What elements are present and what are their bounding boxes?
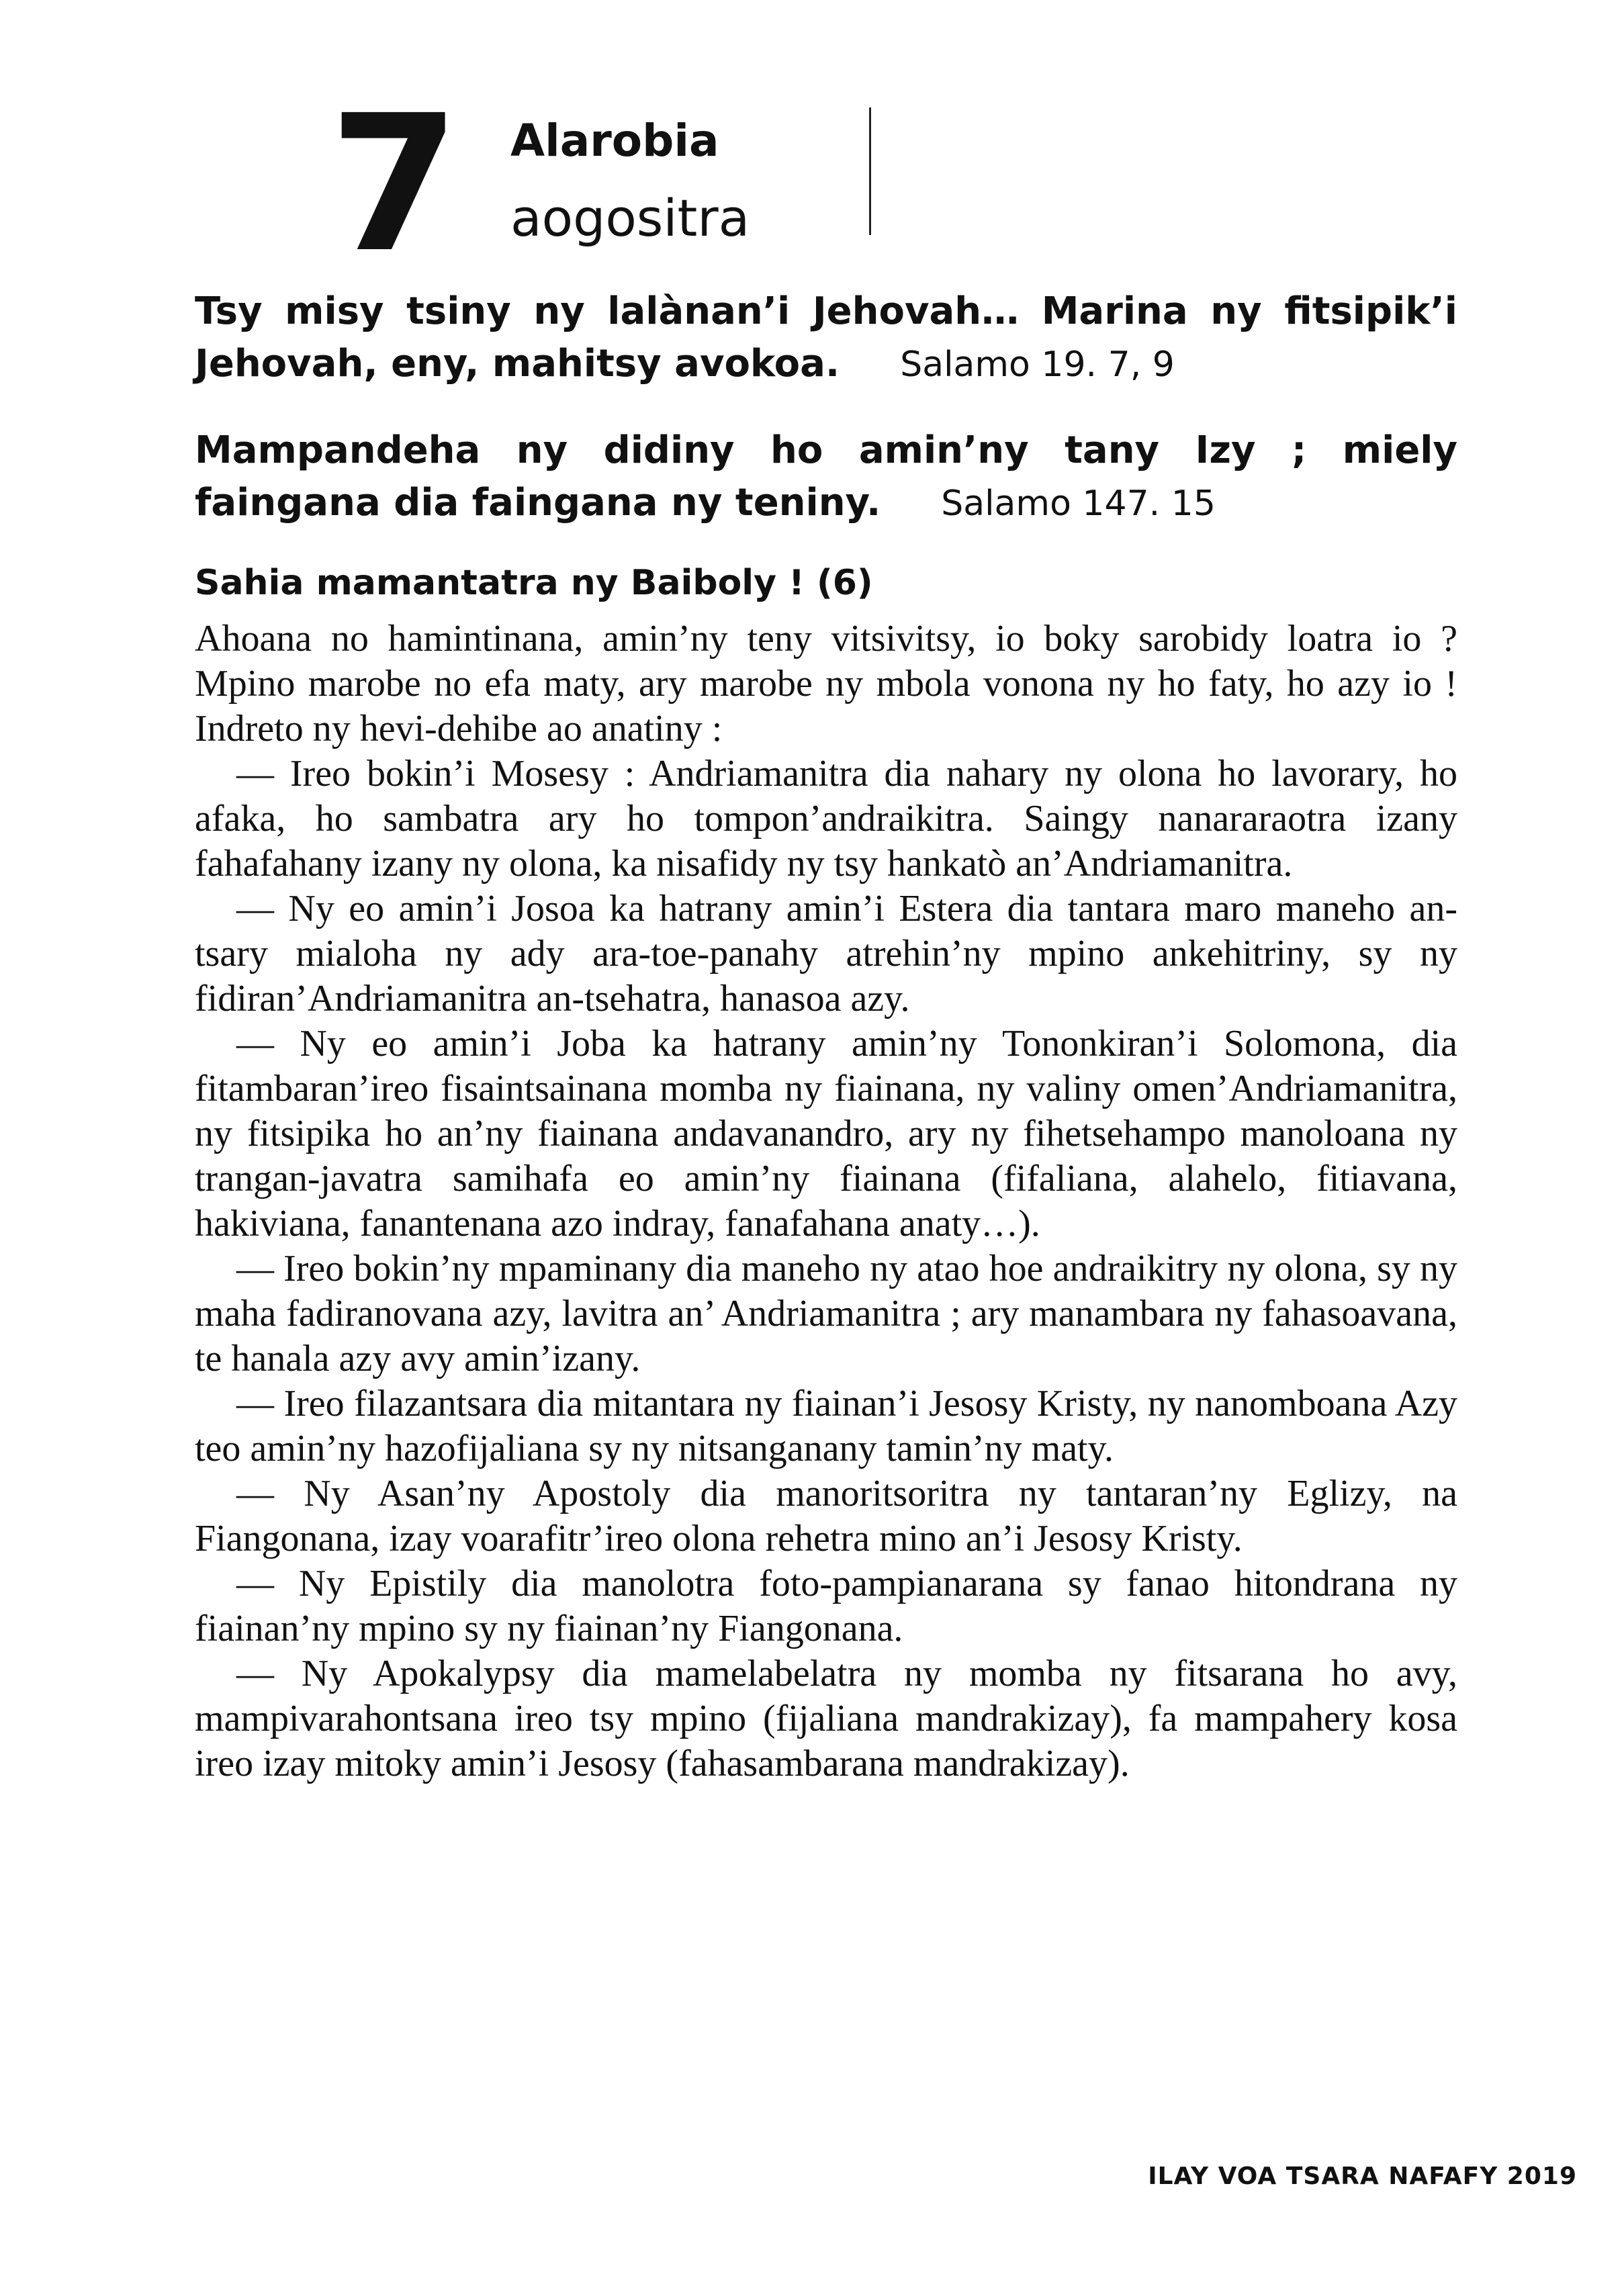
daily-verses (195, 285, 1457, 563)
intro-paragraph: Ahoana no hamintinana, amin’ny teny vitsivitsy, io boky sarobidy loatra io ? Mpino marobe no efa maty, ary marobe ny mbola vonona ny ho faty, ho azy io ! Indreto ny hevi-dehibe ao anatiny : (195, 618, 1457, 749)
list-item: — Ireo filazantsara dia mitantara ny fiainan’i Jesosy Kristy, ny nanomboana Azy teo amin’ny hazofijaliana sy ny nitsanganany tamin’ny maty. (195, 1383, 1457, 1469)
list-item: — Ny eo amin’i Josoa ka hatrany amin’i Estera dia tantara maro maneho an-tsary mialoha ny ady ara-toe-panahy atrehin’ny mpino ankehitriny, sy ny fidiran’Andriamanitra an-tsehatra, hanasoa azy. (195, 888, 1457, 1019)
list-item: — Ireo bokin’i Mosesy : Andriamanitra dia nahary ny olona ho lavorary, ho afaka, ho sambatra ary ho tompon’andraikitra. Saingy nanararaotra izany fahafahany izany ny olona, ka nisafidy ny tsy hankatò an’Andriamanitra. (195, 753, 1457, 884)
list-item: — Ny Epistily dia manolotra foto-pampianarana sy fanao hitondrana ny fiainan’ny mpino sy ny fiainan’ny Fiangonana. (195, 1563, 1457, 1649)
month: aogositra (510, 188, 750, 248)
verse (195, 285, 1457, 391)
list-item: — Ireo bokin’ny mpaminany dia maneho ny atao hoe andraikitry ny olona, sy ny maha fadiranovana azy, lavitra an’ Andriamanitra ; ary manambara ny fahasoavana, te hanala azy avy amin’izany. (195, 1248, 1457, 1379)
list-item: — Ny Apokalypsy dia mamelabelatra ny momba ny fitsarana ho avy, mampivarahontsana ireo tsy mpino (fijaliana mandrakizay), fa mampahery kosa ireo izay mitoky amin’i Jesosy (fahasambarana mandrakizay). (195, 1653, 1457, 1784)
day-number: 7 (329, 75, 453, 294)
verse-text: Tsy misy tsiny ny lalànan’i Jehovah… Marina ny fitsipik’i Jehovah, eny, mahitsy avokoa. (195, 289, 1457, 385)
verse-reference: Salamo 19. 7, 9 (900, 345, 1175, 385)
verse (195, 424, 1457, 530)
weekday: Alarobia (510, 115, 719, 167)
list-item: — Ny Asan’ny Apostoly dia manoritsoritra ny tantaran’ny Eglizy, na Fiangonana, izay voarafitr’ireo olona rehetra mino an’i Jesosy Kristy. (195, 1473, 1457, 1559)
date-divider (869, 107, 871, 235)
verse-text: Mampandeha ny didiny ho amin’ny tany Izy ; miely faingana dia faingana ny teniny. (195, 428, 1457, 525)
date-header (329, 75, 880, 294)
verse-reference: Salamo 147. 15 (941, 484, 1216, 524)
article-body (195, 617, 1457, 1786)
footer-publication: ILAY VOA TSARA NAFAFY 2019 (1148, 2163, 1577, 2190)
list-item: — Ny eo amin’i Joba ka hatrany amin’ny Tononkiran’i Solomona, dia fitambaran’ireo fisaintsainana momba ny fiainana, ny valiny omen’Andriamanitra, ny fitsipika ho an’ny fiainana andavanandro, ary ny fihetsehampo manoloana ny trangan-javatra samihafa eo amin’ny fiainana (fifaliana, alahelo, fitiavana, hakiviana, fanantenana azo indray, fanafahana anaty…). (195, 1023, 1457, 1244)
section-title: Sahia mamantatra ny Baiboly ! (6) (195, 563, 873, 603)
